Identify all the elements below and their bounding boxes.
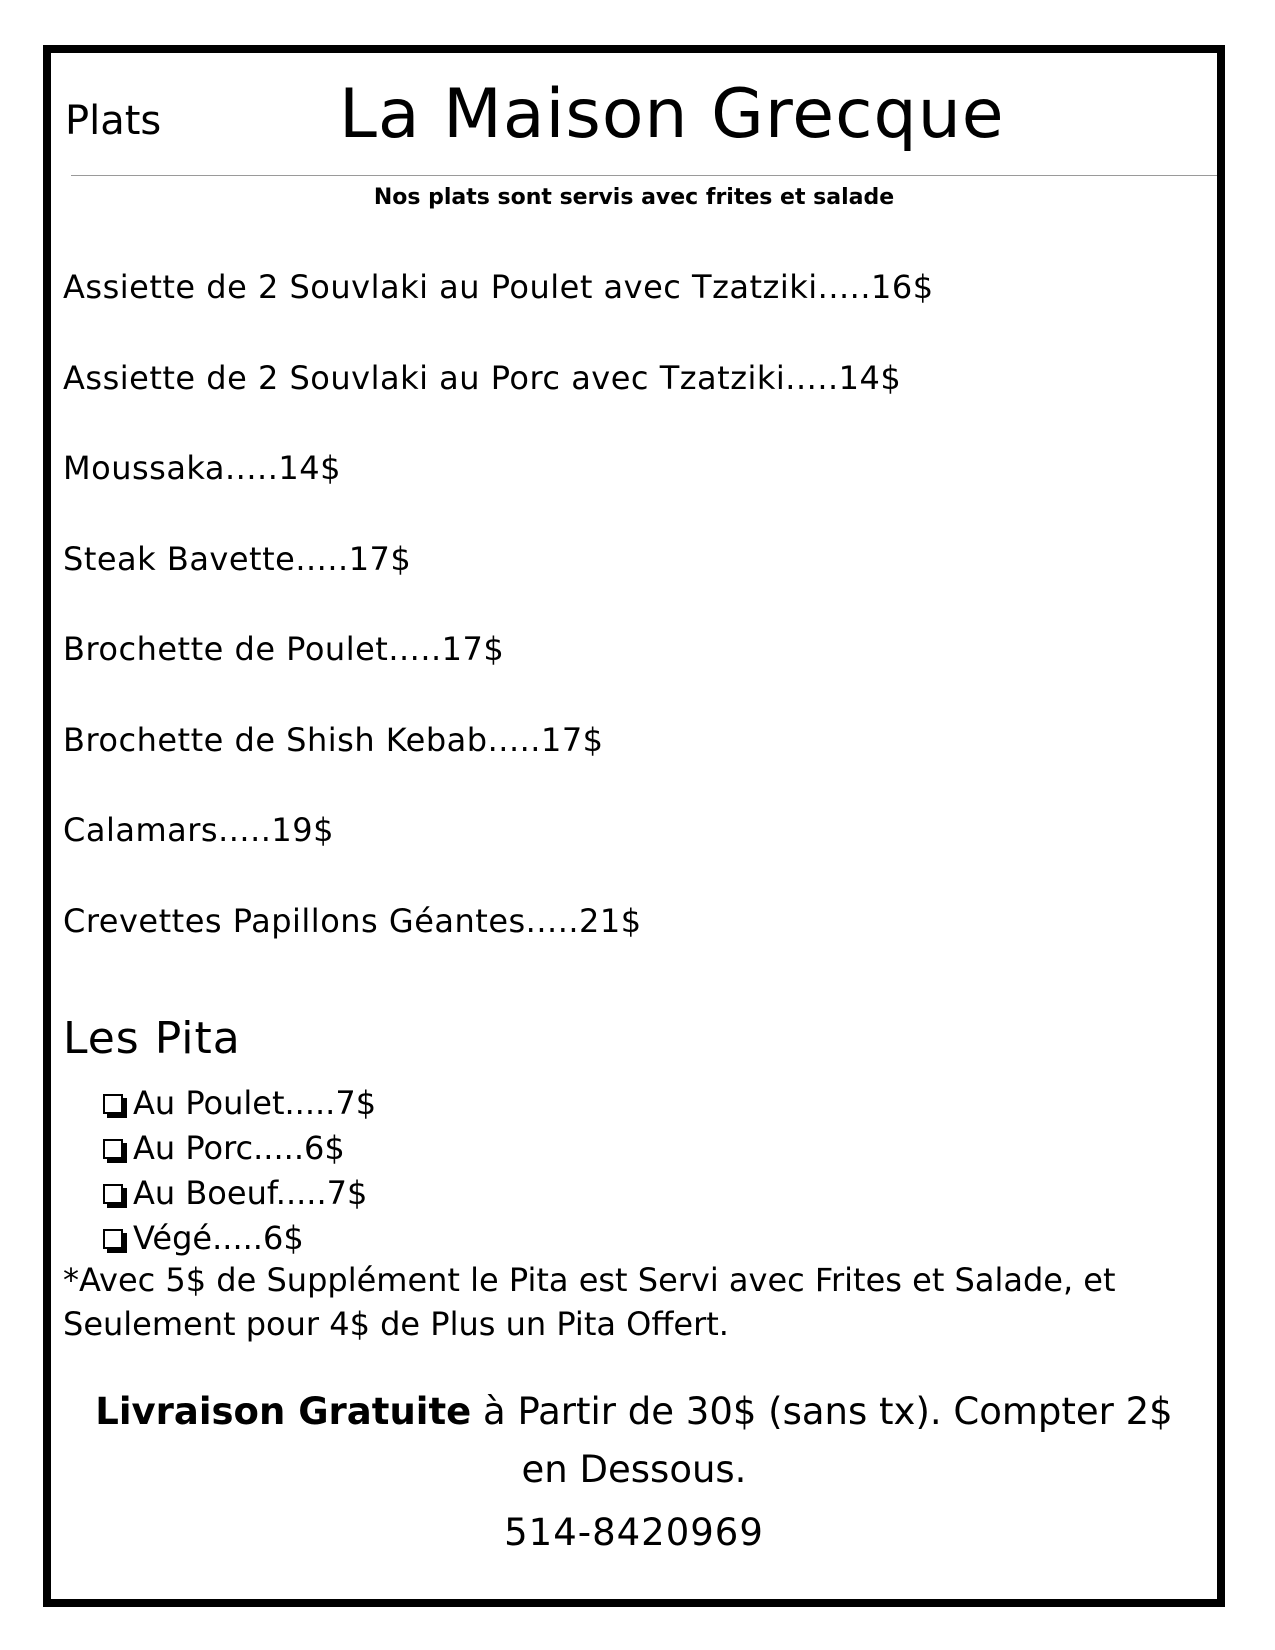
- section-label: Plats: [65, 98, 162, 144]
- pita-supplement-note: *Avec 5$ de Supplément le Pita est Servi avec Frites et Salade, et Seulement pour 4$ de Plus un Pita Offert.: [63, 1261, 1116, 1343]
- delivery-highlight: Livraison Gratuite: [95, 1390, 472, 1433]
- restaurant-title: La Maison Grecque: [339, 75, 1005, 154]
- dish-item: Brochette de Shish Kebab.....17$: [63, 720, 604, 759]
- dish-list: [63, 267, 934, 991]
- pita-section-title: Les Pita: [63, 1013, 241, 1064]
- dish-item: Moussaka.....14$: [63, 449, 341, 487]
- pita-item: [103, 1216, 376, 1261]
- dish-item: Assiette de 2 Souvlaki au Poulet avec Tzatziki.....16$: [63, 268, 934, 306]
- pita-list: [103, 1081, 376, 1261]
- dish-item: Steak Bavette.....17$: [63, 539, 412, 578]
- checkbox-icon: [103, 1184, 123, 1204]
- pita-item-label: Au Porc.....6$: [133, 1129, 345, 1167]
- pita-item-label: Au Boeuf.....7$: [133, 1174, 368, 1212]
- pita-item: [103, 1171, 376, 1216]
- menu-subtitle: Nos plats sont servis avec frites et salade: [373, 185, 895, 210]
- header-divider: [71, 175, 1217, 176]
- pita-item-label: Végé.....6$: [133, 1219, 304, 1257]
- dish-item: Assiette de 2 Souvlaki au Porc avec Tzatziki.....14$: [63, 358, 902, 397]
- dish-item: Crevettes Papillons Géantes.....21$: [63, 901, 642, 940]
- delivery-text: à Partir de 30$ (sans tx). Compter 2$ en Dessous.: [471, 1390, 1173, 1491]
- checkbox-icon: [103, 1139, 123, 1159]
- pita-item-label: Au Poulet.....7$: [133, 1084, 377, 1122]
- checkbox-icon: [103, 1229, 123, 1249]
- dish-item: Brochette de Poulet.....17$: [63, 630, 505, 668]
- menu-frame: [43, 45, 1225, 1607]
- dish-item: Calamars.....19$: [63, 811, 334, 849]
- pita-item: [103, 1081, 376, 1126]
- phone-number: 514-8420969: [504, 1511, 764, 1554]
- pita-item: [103, 1126, 376, 1171]
- checkbox-icon: [103, 1094, 123, 1114]
- delivery-info: [51, 1383, 1217, 1499]
